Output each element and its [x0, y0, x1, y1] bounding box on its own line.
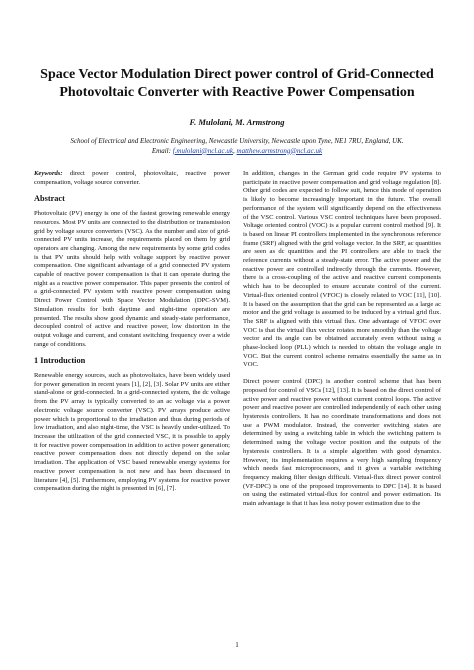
right-column: [243, 170, 441, 509]
abstract-heading: Abstract: [34, 194, 65, 204]
paper-title: [20, 66, 454, 102]
introduction-text: Renewable energy sources, such as photovoltaics, have been widely used for power generation in recent years [1], [2], [3]. Solar PV units are either stand-alone or grid-connected. In a grid-connected system, the dc voltage from the PV array is typically converted to an ac voltage via a power electronic voltage source converter (VSC). PV arrays produce active power which is proportional to the irradiation and thus during periods of low irradiation, and also night-time, the VSC is heavily under-utilized. To increase the utilization of the grid connected VSC, it is possible to apply it for reactive power compensation in addition to active power generation; reactive power compensation does not directly depend on the solar irradiation. The application of VSC based renewable energy systems for reactive power compensation is not new and has been discussed in literature [4], [5]. Furthermore, employing PV systems for reactive power compensation during the night is presented in [6], [7].: [34, 372, 230, 493]
email-link-1[interactable]: f.mulolani@ncl.ac.uk: [172, 146, 234, 155]
right-paragraph-1: In addition, changes in the German grid code require PV systems to participate in reactive power compensation and grid voltage regulation [8]. Other grid codes are expected to follow suit, hence this mode of operation is likely to become increasingly important in the future. The overall performance of the system will significantly depend on the effectiveness of the VSC control. Various VSC control techniques have been proposed. Voltage oriented control (VOC) is a popular current control method [9]. It is based on linear PI controllers implemented in the synchronous reference frame (SRF) aligned with the grid voltage vector. In the SRF, ac quantities are seen as dc quantities and the PI controllers are able to track the reference currents without a steady-state error. The active power and the reactive power are controlled indirectly through the currents. However, there is a cross-coupling of the active and reactive current components which has to be decoupled to ensure accurate control of the current. Virtual-flux oriented control (VFOC) is closely related to VOC [11], [10]. It is based on the assumption that the grid can be represented as a large ac motor and the grid voltage is assumed to be induced by a virtual grid flux. The SRF is aligned with this virtual flux. One advantage of VFOC over VOC is that the virtual flux vector rotates more smoothly than the voltage vector and its angle can be obtained accurately even without using a phase-locked loop (PLL) which is needed to obtain the voltage angle in VOC. But the current control scheme remains essentially the same as in VOC.: [243, 170, 441, 369]
affiliation-block: [20, 137, 454, 156]
abstract-text: Photovoltaic (PV) energy is one of the fastest growing renewable energy resources. Most PV units are connected to the distribution or transmission grid by voltage source converters (VSC). As the number and size of grid-connected PV units increase, the requirements placed on them by grid operators are changing. Among the new requirements by some grid codes is that PV units should help with voltage support by reactive power compensation. One significant advantage of a grid connected PV system capable of reactive power compensation is that it can operate during the night as a reactive power compensator. This paper presents the control of a grid-connected PV system with reactive power compensation using Direct Power Control with Space Vector Modulation (DPC-SVM). Simulation results for both daytime and night-time operation are presented. The results show good dynamic and steady-state performance, decoupled control of active and reactive power, low distortion in the output voltage and current, and constant switching frequency over a wide range of conditions.: [34, 210, 230, 348]
keywords-label: Keywords:: [34, 170, 63, 177]
keywords: [34, 170, 230, 187]
keywords-text: direct power control, photovoltaic, reactive power compensation, voltage source converter.: [34, 170, 230, 186]
authors: F. Mulolani, M. Armstrong: [189, 117, 285, 127]
title-line-1: Space Vector Modulation Direct power control of Grid-Connected: [40, 67, 434, 82]
page-number: 1: [235, 641, 239, 649]
email-separator: ,: [233, 146, 235, 155]
affiliation: School of Electrical and Electronic Engineering, Newcastle University, Newcastle upon Tyne, NE1 7RU, England, UK.: [70, 137, 404, 145]
email-label: Email:: [151, 146, 171, 155]
introduction-heading: 1 Introduction: [34, 356, 86, 366]
left-column: [34, 170, 230, 494]
right-paragraph-2: Direct power control (DPC) is another control scheme that has been proposed for control of VSCs [12], [13]. It is based on the direct control of active power and reactive power without current control loops. The active power and reactive power are controlled independently of each other using hysteresis controllers. It has no coordinate transformations and does not use a PWM modulator. Instead, the converter switching states are determined by using a switching table in which the switching pattern is determined using the voltage vector position and the outputs of the hysteresis controllers. It is a simple algorithm with good dynamics. However, its implementation requires a very high sampling frequency which needs fast microprocessors, and it gives a variable switching frequency making filter design difficult. Virtual-flux direct power control (VF-DPC) is one of the proposed improvements to DPC [14]. It is based on using the estimated virtual-flux for control and power estimation. Its main advantage is that it has less noisy power estimation due to the: [243, 378, 441, 508]
email-link-2[interactable]: matthew.armstrong@ncl.ac.uk: [236, 146, 323, 155]
title-line-2: Photovoltaic Converter with Reactive Power Compensation: [59, 85, 415, 100]
